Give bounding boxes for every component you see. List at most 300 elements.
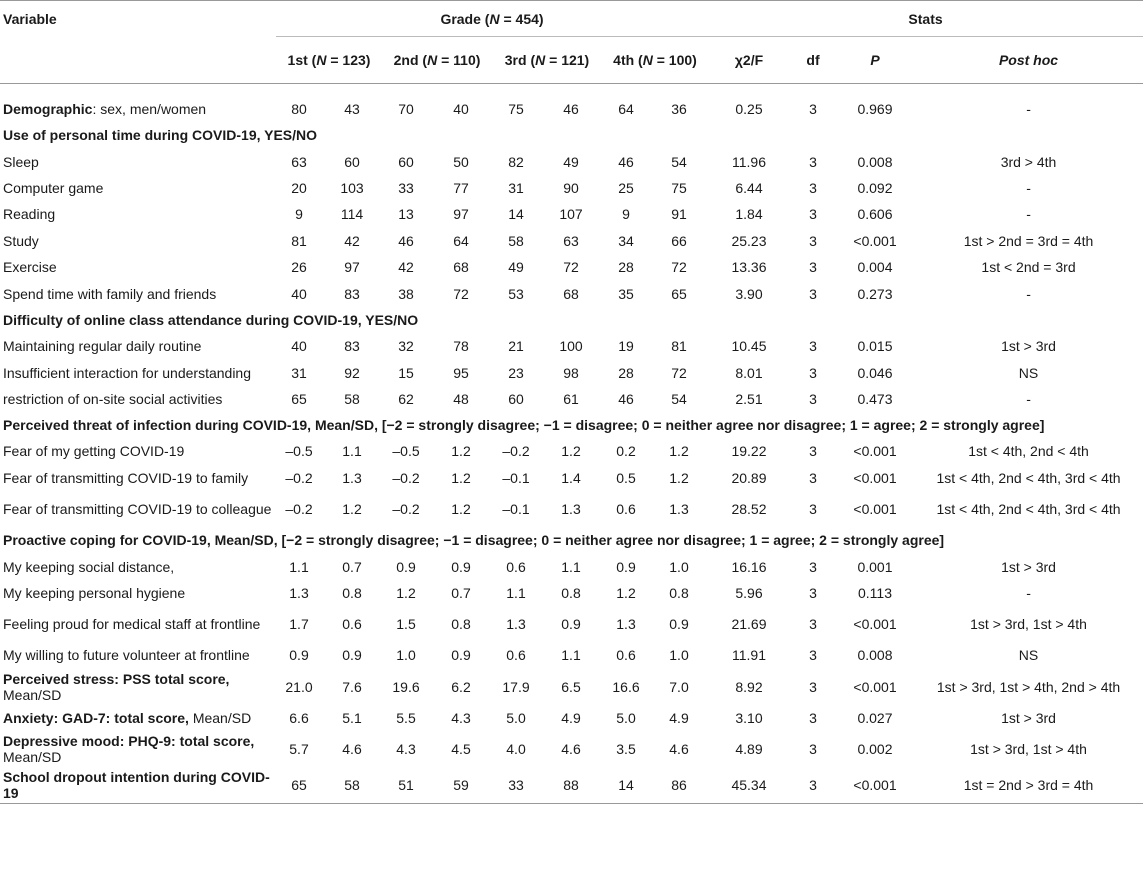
grade-value-cell: 81: [291, 232, 307, 249]
grade-value-cell: 9: [622, 206, 630, 223]
stat-cell: 3: [809, 647, 817, 664]
stat-cell: 3: [809, 709, 817, 726]
grade-value-cell: 5.0: [616, 709, 636, 726]
grade-value-cell: 1.5: [396, 616, 416, 633]
table-row: [0, 438, 1143, 464]
grade-value-cell: 64: [618, 101, 634, 117]
stat-cell: <0.001: [853, 678, 897, 695]
grade-value-cell: –0.5: [285, 443, 313, 460]
stat-cell: <0.001: [853, 616, 897, 633]
grade-value-cell: 68: [563, 285, 579, 302]
grade-value-cell: 97: [453, 206, 469, 223]
grade-value-cell: 25: [618, 179, 634, 196]
header-grade-3rd: 3rd (N = 121): [492, 37, 602, 84]
grade-value-cell: 35: [618, 285, 634, 302]
grade-value-cell: 49: [563, 153, 579, 170]
grade-value-cell: 1.0: [669, 558, 689, 575]
stat-cell: 25.23: [731, 232, 767, 249]
stat-cell: 0.008: [857, 647, 893, 664]
grade-value-cell: 53: [508, 285, 524, 302]
row-label: restriction of on-site social activities: [3, 391, 223, 408]
grade-value-cell: 6.6: [289, 709, 309, 726]
row-label: Perceived stress: PSS total score, Mean/SD: [3, 670, 230, 703]
grade-value-cell: 60: [344, 153, 360, 170]
row-label: My willing to future volunteer at frontline: [3, 647, 250, 664]
grade-value-cell: 1.2: [669, 469, 689, 486]
grade-value-cell: 0.9: [616, 558, 636, 575]
stat-cell: 3: [809, 338, 817, 355]
grade-value-cell: –0.1: [502, 501, 530, 518]
grade-value-cell: 82: [508, 153, 524, 170]
table-row: [0, 148, 1143, 174]
stat-cell: <0.001: [853, 501, 897, 518]
stat-cell: 0.027: [857, 709, 893, 726]
stat-cell: 11.91: [732, 647, 766, 664]
header-posthoc: Post hoc: [914, 37, 1143, 84]
grade-value-cell: 38: [398, 285, 414, 302]
grade-value-cell: –0.2: [285, 469, 313, 486]
stat-cell: 3: [809, 585, 817, 602]
grade-value-cell: 13: [398, 206, 414, 223]
grade-value-cell: 33: [398, 179, 414, 196]
grade-value-cell: 1.1: [342, 443, 362, 460]
grade-value-cell: 98: [563, 364, 579, 381]
stat-cell: 5.96: [735, 585, 763, 602]
grade-value-cell: 0.6: [616, 501, 636, 518]
header-p: P: [836, 37, 914, 84]
grade-value-cell: 14: [602, 767, 650, 804]
grade-value-cell: 62: [398, 391, 414, 408]
grade-value-cell: 19: [618, 338, 634, 355]
table-row: [0, 228, 1143, 254]
grade-value-cell: 1.3: [342, 469, 362, 486]
stat-cell: 0.473: [857, 391, 893, 408]
table-row: [0, 580, 1143, 606]
grade-value-cell: 0.8: [451, 616, 471, 633]
grade-value-cell: 65: [671, 285, 687, 302]
grade-value-cell: 20: [291, 179, 307, 196]
grade-value-cell: 9: [295, 206, 303, 223]
grade-value-cell: 4.6: [342, 741, 362, 758]
grade-value-cell: 54: [671, 391, 687, 408]
header-stats: Stats: [708, 1, 1143, 37]
grade-value-cell: –0.2: [285, 501, 313, 518]
stat-cell: 8.92: [735, 678, 763, 695]
stat-cell: 20.89: [731, 469, 767, 486]
stat-cell: 21.69: [731, 616, 767, 633]
table-row: [0, 705, 1143, 731]
stat-cell: 0.969: [857, 101, 893, 117]
grade-value-cell: 14: [508, 206, 524, 223]
stat-cell: 0.092: [857, 179, 893, 196]
grade-value-cell: 63: [291, 153, 307, 170]
stat-cell: 11.96: [732, 153, 766, 170]
table-row: [0, 465, 1143, 491]
grade-value-cell: –0.2: [502, 443, 530, 460]
grade-value-cell: 1.2: [451, 443, 471, 460]
header-row-1: [0, 1, 1143, 37]
grade-value-cell: 1.1: [561, 647, 581, 664]
grade-value-cell: 63: [563, 232, 579, 249]
grade-value-cell: 19.6: [392, 678, 420, 695]
grade-value-cell: 4.3: [451, 709, 471, 726]
posthoc-cell: -: [1026, 179, 1031, 196]
grade-value-cell: 72: [453, 285, 469, 302]
grade-value-cell: 15: [398, 364, 414, 381]
grade-value-cell: 1.0: [669, 647, 689, 664]
grade-value-cell: 4.6: [561, 741, 581, 758]
section-title: Proactive coping for COVID-19, Mean/SD, [−2 = strongly disagree; −1 = disagree; 0 = neither agree nor disagree; 1 = agree; 2 = strongly agree]: [3, 532, 945, 549]
posthoc-cell: -: [1026, 585, 1031, 602]
posthoc-cell: 1st < 4th, 2nd < 4th, 3rd < 4th: [936, 469, 1121, 486]
grade-value-cell: 48: [453, 391, 469, 408]
stat-cell: 1.84: [735, 206, 763, 223]
stat-cell: 3.90: [735, 285, 763, 302]
grade-value-cell: 61: [563, 391, 579, 408]
header-grade-2nd: 2nd (N = 110): [382, 37, 492, 84]
stat-cell: 6.44: [735, 179, 763, 196]
grade-value-cell: 86: [650, 767, 708, 804]
grade-value-cell: 0.8: [669, 585, 689, 602]
table-row: [0, 280, 1143, 306]
row-label: Fear of transmitting COVID-19 to colleague: [3, 501, 272, 518]
grade-value-cell: 46: [398, 232, 414, 249]
grade-value-cell: 100: [559, 338, 583, 355]
stat-cell: 19.22: [731, 443, 767, 460]
stat-cell: 3: [809, 616, 817, 633]
table-row: [0, 553, 1143, 579]
stat-cell: 2.51: [735, 391, 763, 408]
row-label: Anxiety: GAD-7: total score, Mean/SD: [3, 709, 252, 726]
stat-cell: 3: [809, 206, 817, 223]
grade-value-cell: 58: [508, 232, 524, 249]
header-blank: [0, 37, 276, 84]
grade-value-cell: 77: [453, 179, 469, 196]
grade-value-cell: 1.3: [289, 585, 309, 602]
grade-value-cell: 1.1: [289, 558, 309, 575]
grade-value-cell: 1.3: [561, 501, 581, 518]
grade-value-cell: 40: [291, 338, 307, 355]
grade-value-cell: 28: [618, 364, 634, 381]
header-grade-1st: 1st (N = 123): [276, 37, 382, 84]
stat-cell: 45.34: [708, 767, 790, 804]
grade-value-cell: 1.2: [616, 585, 636, 602]
grade-value-cell: 68: [453, 259, 469, 276]
section-header: [0, 307, 1143, 333]
posthoc-cell: -: [1026, 391, 1031, 408]
grade-value-cell: 103: [340, 179, 364, 196]
table-row: [0, 669, 1143, 705]
header-grade-4th: 4th (N = 100): [602, 37, 708, 84]
posthoc-cell: -: [1026, 206, 1031, 223]
grade-value-cell: 5.7: [289, 741, 309, 758]
grade-value-cell: 0.8: [561, 585, 581, 602]
posthoc-cell: 1st > 3rd: [1001, 558, 1056, 575]
row-label: Demographic: sex, men/women: [3, 101, 207, 117]
grade-value-cell: 1.2: [669, 443, 689, 460]
stat-cell: 0.25: [735, 101, 763, 117]
grade-value-cell: 46: [563, 101, 579, 117]
row-label: Reading: [3, 206, 56, 223]
posthoc-cell: NS: [1018, 364, 1039, 381]
grade-value-cell: –0.2: [392, 501, 420, 518]
row-label: Sleep: [3, 153, 39, 170]
grade-value-cell: 0.9: [396, 558, 416, 575]
stat-cell: 3: [809, 391, 817, 408]
grade-value-cell: 7.0: [669, 678, 689, 695]
section-title: Difficulty of online class attendance during COVID-19, YES/NO: [3, 311, 419, 328]
row-label: Fear of transmitting COVID-19 to family: [3, 469, 249, 486]
grade-value-cell: 0.6: [506, 647, 526, 664]
grade-value-cell: 64: [453, 232, 469, 249]
header-grade: Grade (N = 454): [276, 1, 708, 37]
grade-value-cell: 16.6: [612, 678, 640, 695]
posthoc-cell: 1st > 3rd: [1001, 338, 1056, 355]
row-label: My keeping social distance,: [3, 558, 175, 575]
stat-cell: 3: [809, 179, 817, 196]
grade-value-cell: 4.9: [669, 709, 689, 726]
stat-cell: 0.004: [857, 259, 893, 276]
posthoc-cell: 1st < 4th, 2nd < 4th: [968, 443, 1089, 460]
grade-value-cell: –0.2: [392, 469, 420, 486]
stat-cell: 3: [790, 767, 836, 804]
grade-value-cell: 21.0: [285, 678, 313, 695]
grade-value-cell: 0.9: [669, 616, 689, 633]
grade-value-cell: 70: [398, 101, 414, 117]
header-row-2: [0, 37, 1143, 84]
grade-value-cell: 1.1: [506, 585, 526, 602]
posthoc-cell: 1st > 3rd: [1001, 709, 1056, 726]
row-label: Depressive mood: PHQ-9: total score, Mean/SD: [3, 733, 255, 766]
posthoc-cell: 1st > 3rd, 1st > 4th, 2nd > 4th: [936, 678, 1121, 695]
grade-value-cell: 75: [508, 101, 524, 117]
stat-cell: 8.01: [735, 364, 763, 381]
stat-cell: 0.015: [857, 338, 893, 355]
row-label: Feeling proud for medical staff at frontline: [3, 616, 261, 633]
grade-value-cell: 0.9: [561, 616, 581, 633]
table-row: [0, 642, 1143, 668]
grade-value-cell: 0.7: [451, 585, 471, 602]
grade-value-cell: 46: [618, 153, 634, 170]
grade-value-cell: 6.5: [561, 678, 581, 695]
grade-value-cell: 3.5: [616, 741, 636, 758]
grade-value-cell: 36: [671, 101, 687, 117]
grade-value-cell: 1.3: [506, 616, 526, 633]
stat-cell: 10.45: [731, 338, 767, 355]
stat-cell: <0.001: [853, 443, 897, 460]
grade-value-cell: 1.3: [616, 616, 636, 633]
grade-value-cell: 90: [563, 179, 579, 196]
grade-value-cell: 4.3: [396, 741, 416, 758]
stat-cell: 3: [809, 232, 817, 249]
table-row: [0, 175, 1143, 201]
row-label: Spend time with family and friends: [3, 285, 217, 302]
grade-value-cell: 1.2: [451, 469, 471, 486]
section-title: Perceived threat of infection during COVID-19, Mean/SD, [−2 = strongly disagree; −1 = disagree; 0 = neither agree nor disagree; 1 = agree; 2 = strongly agree]: [3, 417, 1045, 434]
grade-value-cell: –0.1: [502, 469, 530, 486]
stat-cell: 13.36: [731, 259, 767, 276]
grade-value-cell: 59: [430, 767, 492, 804]
grade-value-cell: 0.2: [616, 443, 636, 460]
table-row: [0, 767, 1143, 804]
stat-cell: 0.046: [857, 364, 893, 381]
grade-value-cell: 60: [398, 153, 414, 170]
grade-value-cell: 80: [291, 101, 307, 117]
grade-value-cell: 4.5: [451, 741, 471, 758]
grade-value-cell: 28: [618, 259, 634, 276]
grade-value-cell: 1.1: [561, 558, 581, 575]
posthoc-cell: 1st > 3rd, 1st > 4th: [970, 741, 1087, 758]
posthoc-cell: 1st < 4th, 2nd < 4th, 3rd < 4th: [936, 501, 1121, 518]
grade-value-cell: 31: [508, 179, 524, 196]
section-title: Use of personal time during COVID-19, YES/NO: [3, 127, 318, 144]
grade-value-cell: 65: [291, 391, 307, 408]
grade-value-cell: 40: [453, 101, 469, 117]
stat-cell: 0.273: [857, 285, 893, 302]
stat-cell: 4.89: [735, 741, 763, 758]
row-label: My keeping personal hygiene: [3, 585, 186, 602]
grade-value-cell: 17.9: [502, 678, 530, 695]
grade-value-cell: 42: [398, 259, 414, 276]
stat-cell: <0.001: [853, 469, 897, 486]
grade-value-cell: 72: [563, 259, 579, 276]
grade-value-cell: 7.6: [342, 678, 362, 695]
table-row: [0, 606, 1143, 642]
grade-value-cell: 75: [671, 179, 687, 196]
grade-value-cell: 65: [276, 767, 322, 804]
row-label: Study: [3, 232, 39, 249]
grade-value-cell: 5.0: [506, 709, 526, 726]
grade-value-cell: 60: [508, 391, 524, 408]
grade-value-cell: 91: [671, 206, 687, 223]
stat-cell: 0.001: [857, 558, 893, 575]
stat-cell: 0.002: [857, 741, 893, 758]
grade-value-cell: 31: [291, 364, 307, 381]
stat-cell: 16.16: [731, 558, 767, 575]
posthoc-cell: 1st < 2nd = 3rd: [981, 259, 1076, 276]
grade-value-cell: 0.9: [451, 558, 471, 575]
grade-value-cell: 83: [344, 285, 360, 302]
row-label: Exercise: [3, 259, 57, 276]
stat-cell: <0.001: [836, 767, 914, 804]
stat-cell: 3: [809, 153, 817, 170]
grade-value-cell: 5.5: [396, 709, 416, 726]
grade-value-cell: 26: [291, 259, 307, 276]
grade-value-cell: 95: [453, 364, 469, 381]
grade-value-cell: 21: [508, 338, 524, 355]
row-label: Fear of my getting COVID-19: [3, 443, 185, 460]
grade-value-cell: 50: [453, 153, 469, 170]
grade-value-cell: 88: [540, 767, 602, 804]
stat-cell: 0.008: [857, 153, 893, 170]
grade-value-cell: 0.6: [616, 647, 636, 664]
table-row: [0, 360, 1143, 386]
grade-value-cell: 1.2: [342, 501, 362, 518]
stat-cell: 0.113: [858, 585, 892, 602]
grade-value-cell: 4.6: [669, 741, 689, 758]
header-variable: Variable: [0, 1, 276, 37]
stat-cell: 3: [809, 443, 817, 460]
posthoc-cell: NS: [1018, 647, 1039, 664]
grade-value-cell: 34: [618, 232, 634, 249]
grade-value-cell: 0.6: [506, 558, 526, 575]
grade-value-cell: 1.3: [669, 501, 689, 518]
posthoc-cell: -: [1026, 101, 1031, 117]
grade-value-cell: 4.9: [561, 709, 581, 726]
grade-value-cell: 33: [492, 767, 540, 804]
grade-value-cell: 4.0: [506, 741, 526, 758]
stat-cell: 3: [809, 678, 817, 695]
row-label: Maintaining regular daily routine: [3, 338, 202, 355]
stat-cell: <0.001: [853, 232, 897, 249]
grade-value-cell: 6.2: [451, 678, 471, 695]
grade-value-cell: 114: [340, 206, 364, 223]
table-row: [0, 386, 1143, 412]
row-label: School dropout intention during COVID-19: [0, 767, 276, 804]
row-label: Computer game: [3, 179, 104, 196]
stat-cell: 3: [809, 558, 817, 575]
grade-value-cell: 51: [382, 767, 430, 804]
grade-value-cell: 5.1: [342, 709, 362, 726]
grade-value-cell: 54: [671, 153, 687, 170]
stat-cell: 28.52: [731, 501, 767, 518]
grade-value-cell: 0.5: [616, 469, 636, 486]
grade-value-cell: 72: [671, 259, 687, 276]
grade-value-cell: 66: [671, 232, 687, 249]
posthoc-cell: 3rd > 4th: [1000, 153, 1057, 170]
stat-cell: 3: [809, 101, 817, 117]
stat-cell: 3: [809, 259, 817, 276]
grade-value-cell: 1.2: [561, 443, 581, 460]
posthoc-cell: 1st > 3rd, 1st > 4th: [970, 616, 1087, 633]
grade-value-cell: 0.7: [342, 558, 362, 575]
grade-value-cell: 1.2: [451, 501, 471, 518]
section-header: [0, 412, 1143, 438]
grade-value-cell: 78: [453, 338, 469, 355]
stat-cell: 3: [809, 364, 817, 381]
table-row: [0, 491, 1143, 527]
grade-value-cell: 0.9: [342, 647, 362, 664]
stat-cell: 3: [809, 285, 817, 302]
grade-value-cell: 0.9: [289, 647, 309, 664]
table-row: [0, 254, 1143, 280]
grade-value-cell: 46: [618, 391, 634, 408]
table-row: [0, 333, 1143, 359]
grade-value-cell: 1.4: [561, 469, 581, 486]
grade-value-cell: 1.2: [396, 585, 416, 602]
stat-cell: 0.606: [857, 206, 893, 223]
posthoc-cell: 1st > 2nd = 3rd = 4th: [963, 232, 1094, 249]
posthoc-cell: -: [1026, 285, 1031, 302]
header-chi: χ2/F: [708, 37, 790, 84]
grade-value-cell: 42: [344, 232, 360, 249]
grade-value-cell: 107: [559, 206, 583, 223]
header-df: df: [790, 37, 836, 84]
stat-cell: 3: [809, 741, 817, 758]
grade-value-cell: 43: [344, 101, 360, 117]
table-row: [0, 84, 1143, 123]
grade-value-cell: 1.7: [289, 616, 309, 633]
grade-value-cell: 81: [671, 338, 687, 355]
grade-value-cell: 58: [344, 391, 360, 408]
grade-value-cell: 72: [671, 364, 687, 381]
table-row: [0, 731, 1143, 767]
posthoc-cell: 1st = 2nd > 3rd = 4th: [914, 767, 1143, 804]
grade-value-cell: 83: [344, 338, 360, 355]
grade-value-cell: 1.0: [396, 647, 416, 664]
grade-value-cell: 92: [344, 364, 360, 381]
grade-value-cell: 40: [291, 285, 307, 302]
